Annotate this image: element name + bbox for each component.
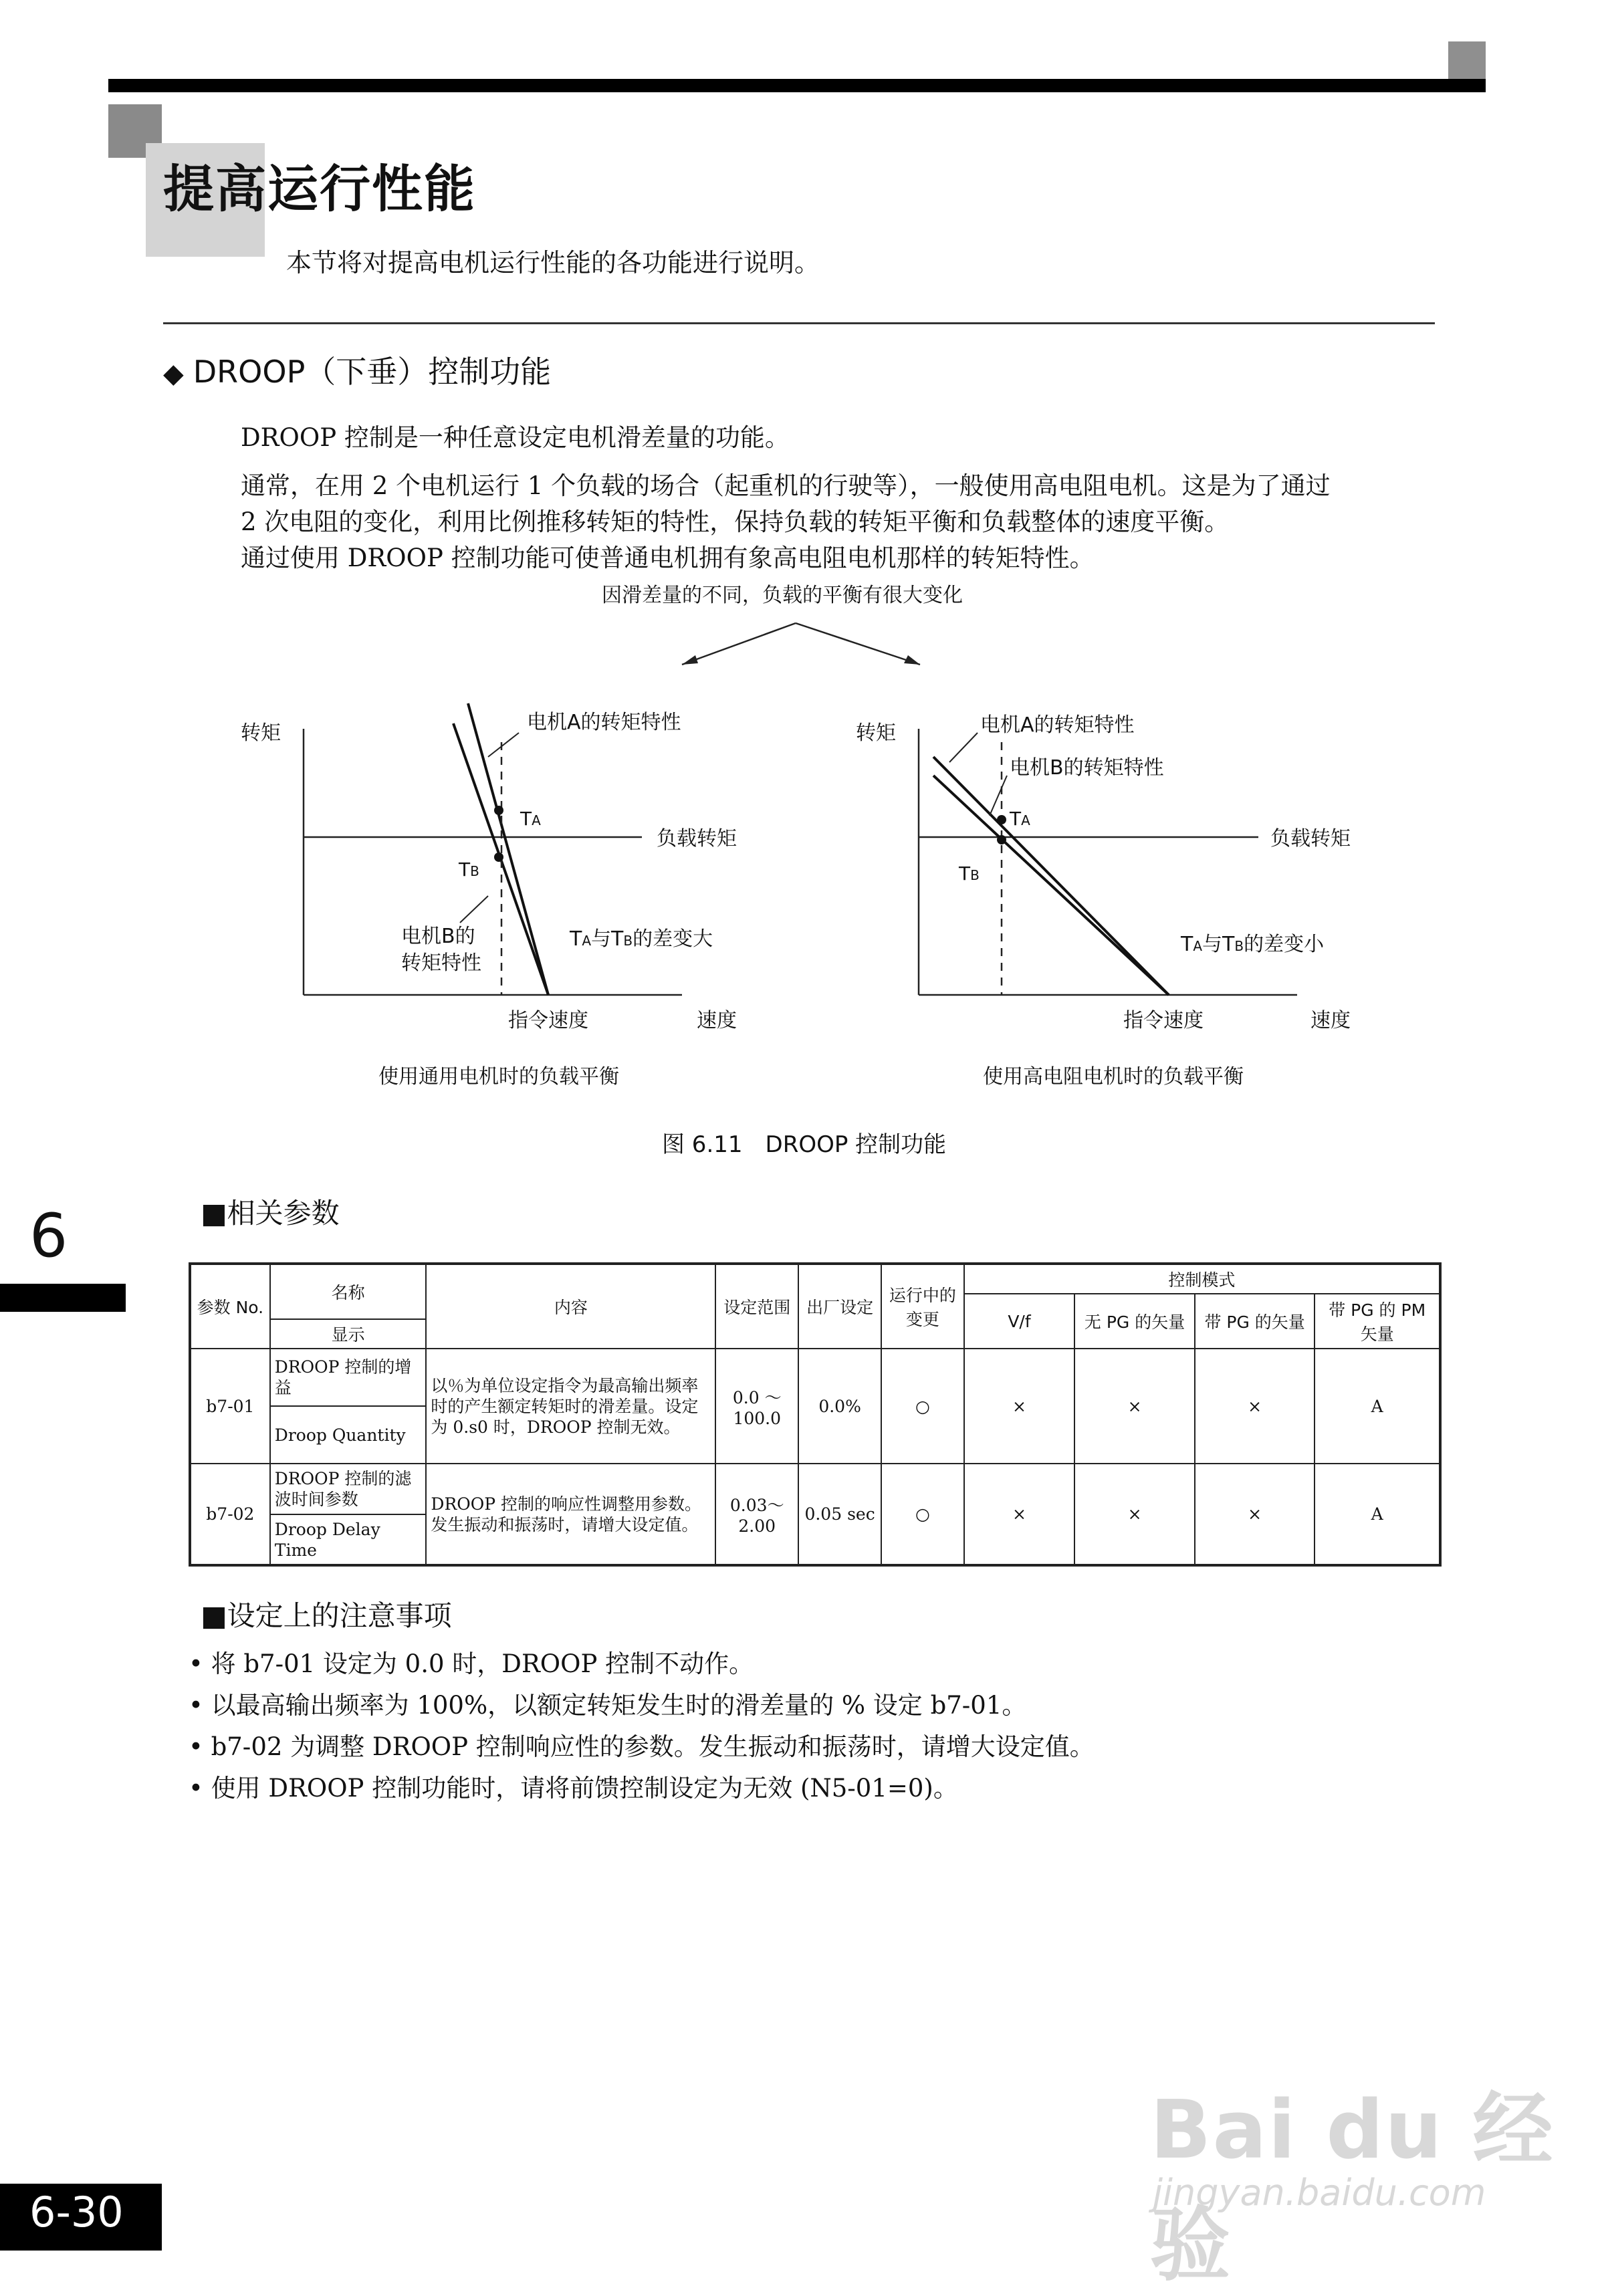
left-motor-b-leader <box>460 896 488 923</box>
right-motor-b-line <box>933 776 1169 995</box>
left-tb-label: TB <box>459 858 479 881</box>
param-content: 以％为单位设定指令为最高输出频率时的产生额定转矩时的滑差量。设定为 0.s0 时，DROOP 控制无效。 <box>426 1349 715 1464</box>
header-control-mode: 控制模式 <box>964 1264 1440 1294</box>
right-y-axis-label: 转矩 <box>856 721 896 745</box>
paragraph: 通常，在用 2 个电机运行 1 个负载的场合（起重机的行驶等），一般使用高电阻电机。这是为了通过 <box>241 471 1331 500</box>
note-item: • 使用 DROOP 控制功能时，请将前馈控制设定为无效 (N5-01=0)。 <box>189 1774 958 1803</box>
diamond-icon: ◆ <box>163 358 184 389</box>
header-vf: V/f <box>964 1294 1075 1349</box>
param-factory: 0.05 sec <box>798 1464 881 1565</box>
right-motor-a-leader <box>949 733 978 762</box>
left-x-axis-label: 速度 <box>697 1009 737 1032</box>
right-difference-label: TA与TB的差变小 <box>1181 933 1325 956</box>
watermark-url: jingyan.baidu.com <box>1153 2172 1486 2214</box>
right-load-torque-label: 负载转矩 <box>1270 827 1351 850</box>
param-pg-pm: A <box>1315 1464 1440 1565</box>
droop-figure <box>221 582 1424 1157</box>
right-tb-point <box>997 835 1006 844</box>
paragraph: 2 次电阻的变化，利用比例推移转矩的特性，保持负载的转矩平衡和负载整体的速度平衡。 <box>241 507 1230 536</box>
note-item: • 将 b7-01 设定为 0.0 时，DROOP 控制不动作。 <box>189 1649 754 1678</box>
figure-caption: 图 6.11 DROOP 控制功能 <box>662 1131 947 1158</box>
header-content: 内容 <box>426 1264 715 1349</box>
watermark-logo: Bai du 经验 <box>1150 2084 1555 2292</box>
param-no-pg: × <box>1074 1349 1195 1464</box>
section-heading-text: DROOP（下垂）控制功能 <box>193 354 552 390</box>
param-vf: × <box>964 1464 1075 1565</box>
header-factory: 出厂设定 <box>798 1264 881 1349</box>
right-motor-b-label: 电机B的转矩特性 <box>1010 756 1164 780</box>
param-range: 0.03～ 2.00 <box>715 1464 798 1565</box>
arrow-left-head <box>682 655 698 665</box>
intro-text: 本节将对提高电机运行性能的各功能进行说明。 <box>286 248 820 277</box>
param-no: b7-02 <box>190 1464 270 1565</box>
right-graph-caption: 使用高电阻电机时的负载平衡 <box>983 1065 1244 1088</box>
arrow-right-head <box>904 655 920 665</box>
page-title: 提高运行性能 <box>163 159 476 219</box>
param-vf: × <box>964 1349 1075 1464</box>
header-pg-vector: 带 PG 的矢量 <box>1195 1294 1315 1349</box>
header-corner-square <box>1448 41 1486 79</box>
param-display: Droop Delay Time <box>270 1514 427 1565</box>
left-load-torque-label: 负载转矩 <box>657 827 737 850</box>
param-range: 0.0 ～ 100.0 <box>715 1349 798 1464</box>
arrow-left-line <box>682 623 796 665</box>
header-runtime-change: 运行中的变更 <box>881 1264 964 1349</box>
left-ta-label: TA <box>520 808 541 830</box>
param-pg-pm: A <box>1315 1349 1440 1464</box>
left-motor-b-label-1: 电机B的 <box>401 925 475 948</box>
note-item: • b7-02 为调整 DROOP 控制响应性的参数。发生振动和振荡时，请增大设定值。 <box>189 1732 1095 1761</box>
params-table <box>189 1262 1442 1567</box>
left-tb-point <box>494 852 503 862</box>
left-graph-caption: 使用通用电机时的负载平衡 <box>378 1065 619 1088</box>
param-pg: × <box>1195 1464 1315 1565</box>
section-heading <box>163 348 551 392</box>
chapter-tab-number: 6 <box>29 1201 68 1271</box>
header-rule <box>108 79 1486 92</box>
left-y-axis-label: 转矩 <box>241 721 281 745</box>
left-command-speed-label: 指令速度 <box>508 1009 588 1032</box>
param-factory: 0.0% <box>798 1349 881 1464</box>
paragraph: 通过使用 DROOP 控制功能可使普通电机拥有象高电阻电机那样的转矩特性。 <box>241 544 1095 572</box>
figure-top-note: 因滑差量的不同，负载的平衡有很大变化 <box>602 584 963 607</box>
param-runtime: ○ <box>881 1349 964 1464</box>
params-heading: ■相关参数 <box>201 1197 340 1230</box>
table-row <box>190 1464 1440 1514</box>
page-number: 6-30 <box>29 2188 124 2236</box>
arrow-right-line <box>796 623 920 665</box>
right-motor-b-leader <box>990 776 1007 816</box>
right-ta-point <box>997 815 1006 824</box>
header-no-pg-vector: 无 PG 的矢量 <box>1074 1294 1195 1349</box>
header-display: 显示 <box>270 1319 427 1349</box>
param-no-pg: × <box>1074 1464 1195 1565</box>
table-row <box>190 1349 1440 1406</box>
right-tb-label: TB <box>959 863 980 885</box>
left-ta-point <box>494 806 503 815</box>
param-pg: × <box>1195 1349 1315 1464</box>
param-name: DROOP 控制的增益 <box>270 1349 427 1406</box>
right-motor-a-label: 电机A的转矩特性 <box>980 713 1135 737</box>
left-graph <box>241 703 737 1088</box>
paragraph: DROOP 控制是一种任意设定电机滑差量的功能。 <box>241 423 790 452</box>
header-pg-pm-vector: 带 PG 的 PM 矢量 <box>1315 1294 1440 1349</box>
param-display: Droop Quantity <box>270 1406 427 1464</box>
param-content: DROOP 控制的响应性调整用参数。发生振动和振荡时，请增大设定值。 <box>426 1464 715 1565</box>
param-no: b7-01 <box>190 1349 270 1464</box>
right-x-axis-label: 速度 <box>1310 1009 1351 1032</box>
note-item: • 以最高输出频率为 100%，以额定转矩发生时的滑差量的 % 设定 b7-01。 <box>189 1691 1027 1720</box>
notes-heading: ■设定上的注意事项 <box>201 1599 452 1632</box>
header-range: 设定范围 <box>715 1264 798 1349</box>
right-command-speed-label: 指令速度 <box>1123 1009 1204 1032</box>
param-runtime: ○ <box>881 1464 964 1565</box>
left-motor-a-leader <box>488 733 519 757</box>
right-ta-label: TA <box>1010 808 1030 830</box>
left-motor-a-label: 电机A的转矩特性 <box>527 711 681 734</box>
left-motor-b-label-2: 转矩特性 <box>401 951 481 975</box>
param-name: DROOP 控制的滤波时间参数 <box>270 1464 427 1514</box>
left-difference-label: TA与TB的差变大 <box>570 927 713 951</box>
header-param-no: 参数 No. <box>190 1264 270 1349</box>
right-graph <box>856 713 1351 1088</box>
divider <box>163 322 1435 324</box>
header-name: 名称 <box>270 1264 427 1319</box>
chapter-tab-bar <box>0 1284 126 1312</box>
